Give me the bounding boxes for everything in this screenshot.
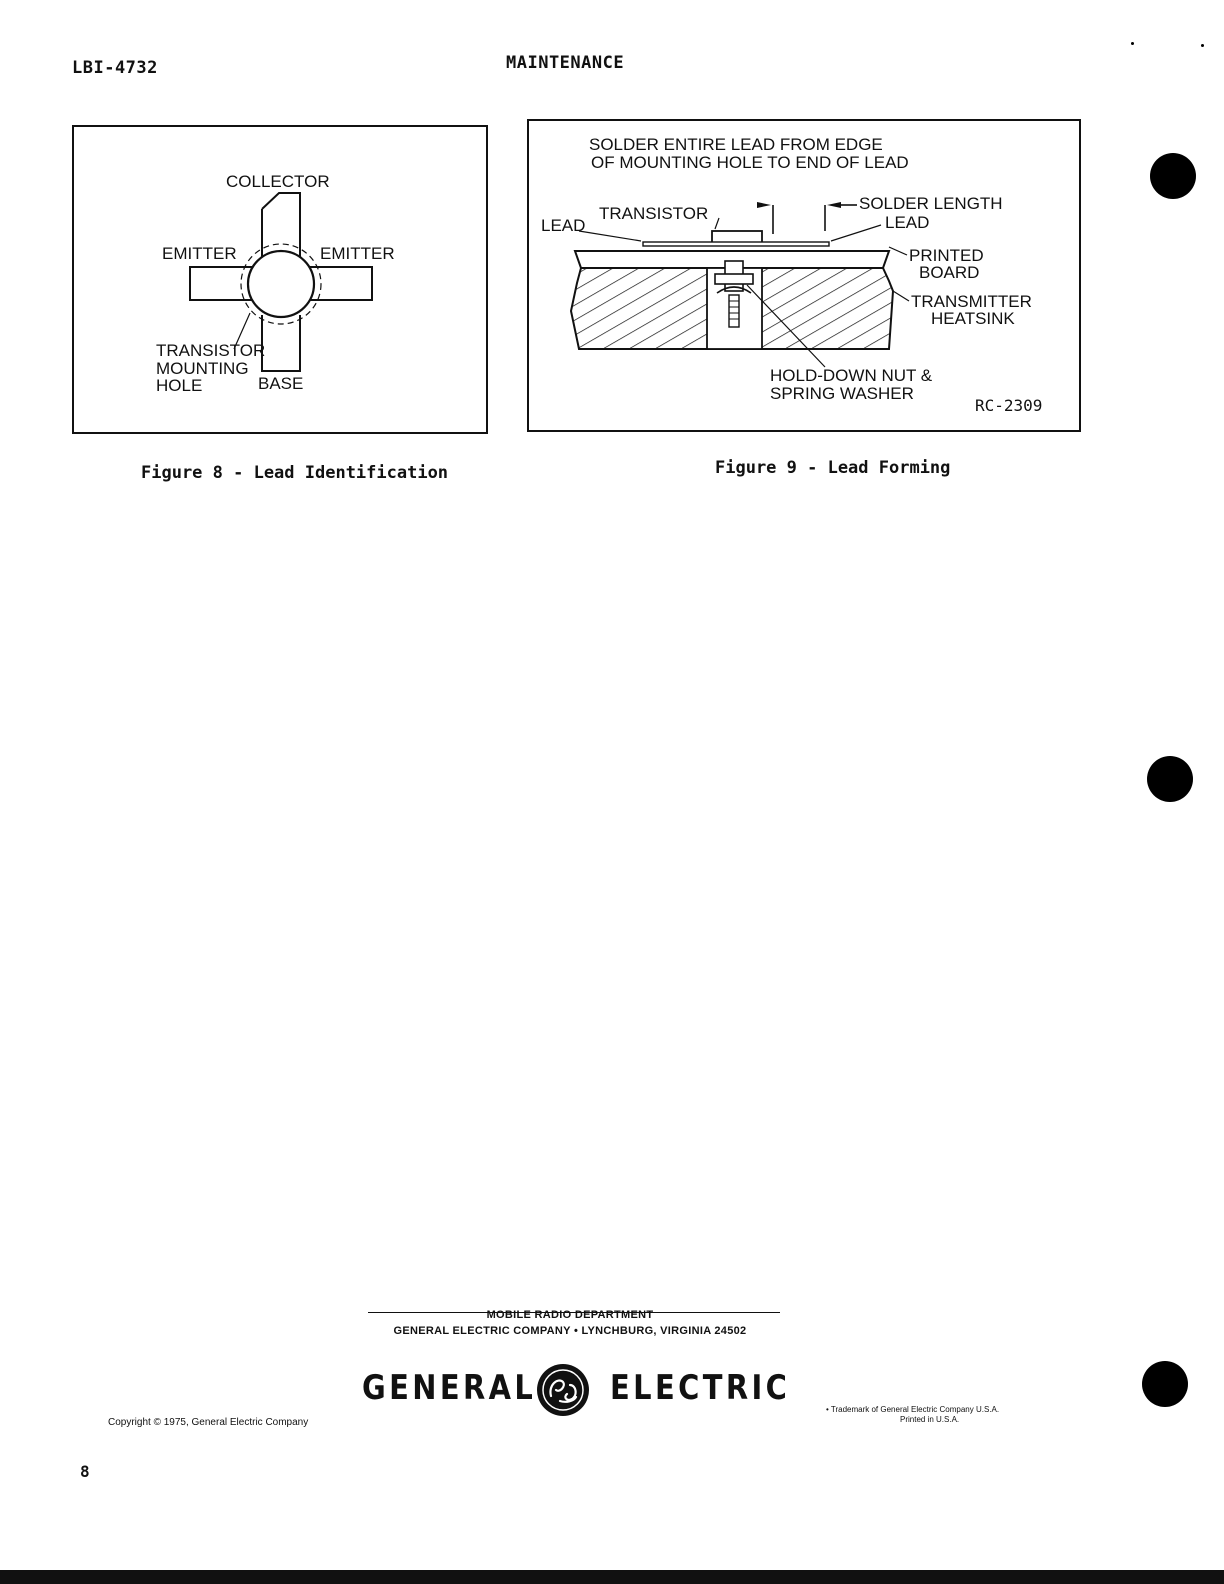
label-solder-length: SOLDER LENGTH	[859, 194, 1003, 213]
binder-hole-icon	[1147, 756, 1193, 802]
ge-monogram-logo	[536, 1363, 590, 1417]
label-spring: SPRING WASHER	[770, 384, 914, 403]
footer-company-address: GENERAL ELECTRIC COMPANY • LYNCHBURG, VIRGINIA 24502	[393, 1325, 747, 1337]
label-transistor: TRANSISTOR	[599, 204, 709, 223]
footer-department: MOBILE RADIO DEPARTMENT	[486, 1309, 654, 1321]
label-transmitter: TRANSMITTER	[911, 292, 1032, 311]
scan-edge-bar	[0, 1570, 1224, 1584]
page-number: 8	[80, 1462, 90, 1481]
speck	[1201, 44, 1204, 47]
trademark-notice: • Trademark of General Electric Company U.S.A.	[826, 1405, 1000, 1414]
speck	[1131, 42, 1134, 45]
figure-8-caption: Figure 8 - Lead Identification	[141, 463, 449, 483]
label-emitter-right: EMITTER	[320, 244, 395, 263]
label-printed: PRINTED	[909, 246, 984, 265]
section-title: MAINTENANCE	[506, 53, 625, 73]
figure-9-caption: Figure 9 - Lead Forming	[715, 458, 951, 478]
label-lead-right: LEAD	[885, 213, 930, 232]
label-note-line2: OF MOUNTING HOLE TO END OF LEAD	[591, 153, 909, 172]
brand-electric: ELECTRIC	[610, 1368, 791, 1408]
lead-forming-diagram	[529, 121, 1079, 430]
label-board: BOARD	[919, 263, 980, 282]
doc-number: LBI-4732	[72, 58, 158, 78]
label-emitter-left: EMITTER	[162, 244, 237, 263]
label-lead-left: LEAD	[541, 216, 586, 235]
label-hole: HOLE	[156, 376, 203, 395]
brand-general: GENERAL	[362, 1368, 537, 1408]
label-base: BASE	[258, 374, 304, 393]
label-ref-number: RC-2309	[975, 396, 1043, 415]
transistor-pin-diagram	[74, 127, 486, 432]
binder-hole-icon	[1150, 153, 1196, 199]
label-collector: COLLECTOR	[226, 172, 330, 191]
binder-hole-icon	[1142, 1361, 1188, 1407]
figure-9-lead-forming	[527, 119, 1081, 432]
label-holddown: HOLD-DOWN NUT &	[770, 366, 933, 385]
figure-8-lead-identification	[72, 125, 488, 434]
label-mounting: MOUNTING	[156, 359, 249, 378]
label-heatsink: HEATSINK	[931, 309, 1015, 328]
printed-in-usa: Printed in U.S.A.	[900, 1415, 960, 1424]
copyright-notice: Copyright © 1975, General Electric Company	[108, 1417, 309, 1428]
label-transistor: TRANSISTOR	[156, 341, 266, 360]
label-note-line1: SOLDER ENTIRE LEAD FROM EDGE	[589, 135, 883, 154]
